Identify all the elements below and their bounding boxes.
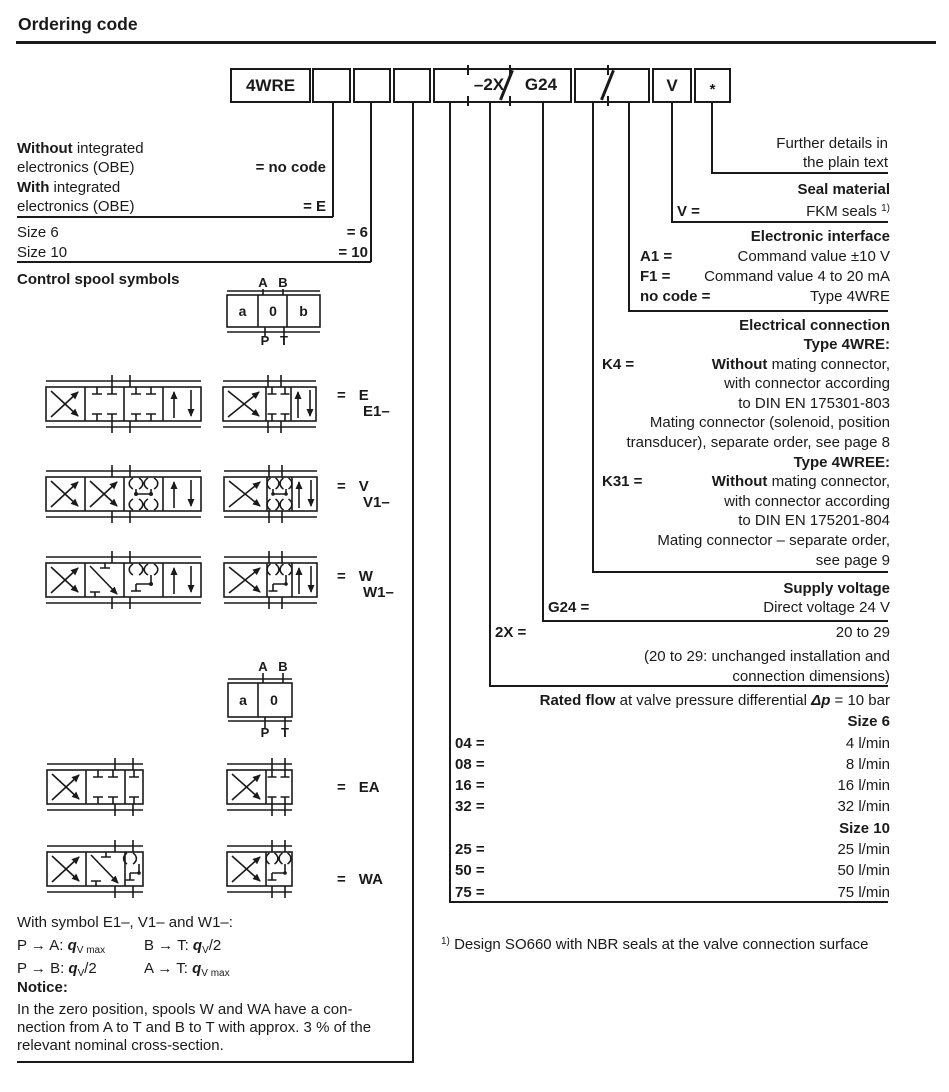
econn-k4-line: Mating connector (solenoid, position [649, 414, 890, 432]
flow-code-08: 08 = [455, 755, 485, 773]
code-box-seal [652, 68, 692, 103]
code-box-size [353, 68, 391, 103]
position-label-a: a [238, 303, 247, 319]
spool-symbol-ea-short [226, 758, 293, 816]
title-rule [16, 41, 936, 44]
flow-size10-heading: Size 10 [839, 819, 890, 837]
symbol-code-w [337, 569, 394, 601]
series-note-line2: connection dimensions) [732, 668, 890, 685]
econn-k31-line: to DIN EN 175201-804 [738, 512, 890, 530]
obe-with-rest: integrated [49, 178, 121, 196]
eiface-heading: Electronic interface [750, 228, 890, 245]
obe-line4: electronics (OBE) [17, 197, 135, 215]
footnote-marker: 1) [441, 936, 450, 947]
econn-k31-line: with connector according [724, 492, 890, 510]
port-label-p: P [260, 725, 270, 740]
econn-type-4wree: Type 4WREE: [793, 453, 890, 471]
eiface-value-a1: Command value ±10 V [737, 248, 890, 265]
notice-heading: Notice: [17, 978, 68, 996]
notice-paragraph [17, 1001, 407, 1056]
bracket-line-supply [542, 103, 544, 621]
equals: = [337, 478, 346, 495]
flow-code-25: 25 = [455, 841, 485, 859]
equals: = [337, 568, 346, 585]
eiface-value-f1: Command value 4 to 20 mA [704, 268, 890, 285]
notice-line: In the zero position, spools W and WA have a con- [17, 1000, 353, 1018]
code-box-spool [393, 68, 431, 103]
spool-symbol-v-long [45, 465, 202, 523]
port-label-t: T [280, 333, 288, 348]
code-box-4wre [230, 68, 311, 103]
code-e: E [358, 387, 369, 404]
flow-code-75: 75 = [455, 883, 485, 901]
qnote-cell: P → B: $q_V/2$ [17, 959, 97, 979]
further-details-block [776, 134, 888, 173]
rule-eiface [628, 310, 888, 312]
eiface-code-a1: A1 = [640, 248, 673, 265]
spool-symbol-w-long [45, 551, 202, 609]
divider-tick [607, 96, 610, 106]
qnote-row2 [17, 960, 317, 979]
flow-code-04: 04 = [455, 734, 485, 752]
bracket-line-econn [592, 103, 594, 572]
econn-k4-line: to DIN EN 175301-803 [738, 394, 890, 412]
qnote-cell: P → A: $q_{V max}$ [17, 937, 106, 956]
spool-position-diagram-a0 [217, 658, 333, 740]
econn-k31-value: Without mating connector, [711, 473, 890, 491]
series-block [490, 623, 890, 687]
econn-code-k31: K31 = [602, 473, 643, 491]
rule-econn [592, 571, 888, 573]
divider-tick [509, 96, 512, 106]
further-line2: the plain text [802, 154, 888, 172]
qnote-intro: With symbol E1–, V1– and W1–: [17, 914, 233, 931]
port-label-a: A [258, 659, 268, 674]
flow-value-16: 16 l/min [837, 777, 890, 795]
symbol-code-e [337, 388, 390, 420]
divider-tick [467, 65, 470, 75]
page-title: Ordering code [18, 14, 138, 34]
symbol-code-ea [337, 780, 380, 796]
code-g24-label: G24 [524, 75, 558, 94]
divider-tick [607, 65, 610, 75]
spool-symbol-e-long [45, 375, 202, 433]
obe-without-bold: Without [17, 140, 73, 157]
spool-position-diagram-abb [217, 274, 333, 348]
spool-heading: Control spool symbols [17, 271, 180, 288]
obe-block [17, 139, 334, 216]
symbol-code-wa [337, 872, 383, 888]
eiface-code-f1: F1 = [640, 268, 671, 285]
code-w: W [358, 568, 373, 585]
size6-code: = 6 [346, 224, 368, 241]
spool-symbol-w-short [223, 551, 318, 609]
position-label-a: a [239, 692, 247, 708]
econn-heading: Electrical connection [739, 316, 890, 334]
bracket-line-size [370, 103, 372, 262]
supply-code-g24: G24 = [548, 599, 590, 617]
eiface-code-nocode: no code = [640, 288, 711, 305]
port-label-b: B [278, 659, 288, 674]
bracket-line-series [489, 103, 491, 686]
footnote-text: Design SO660 with NBR seals at the valve connection surface [449, 936, 869, 953]
position-label-b2: b [299, 303, 308, 319]
econn-k31-line: Mating connector – separate order, [657, 532, 890, 550]
divider-tick [467, 96, 470, 106]
position-label-0: 0 [269, 303, 277, 319]
supply-voltage-block [543, 579, 890, 618]
electrical-connection-block [602, 316, 890, 571]
obe-code-nocode: = no code [255, 159, 326, 177]
econn-type-4wre: Type 4WRE: [803, 336, 890, 354]
supply-value: Direct voltage 24 V [763, 599, 890, 617]
spool-symbol-e-short [222, 375, 317, 433]
flow-value-04: 4 l/min [845, 734, 890, 752]
flow-size6-heading: Size 6 [847, 713, 890, 731]
code-w1: W1– [363, 584, 394, 601]
port-label-p: P [260, 333, 270, 348]
equals: = [337, 779, 346, 796]
seal-value: FKM seals $^{1)}$ [806, 203, 890, 221]
flow-value-08: 8 l/min [845, 755, 890, 773]
series-value: 20 to 29 [835, 624, 890, 641]
series-code-2x: 2X = [495, 624, 527, 641]
code-box-4wre-label: 4WRE [245, 75, 296, 95]
obe-line2: electronics (OBE) [17, 159, 135, 177]
notice-line: relevant nominal cross-section. [17, 1036, 224, 1054]
bracket-line-further [711, 103, 713, 173]
rule-obe [17, 216, 333, 218]
qnote-cell: A → T: $q_{V max}$ [144, 959, 230, 979]
size6-label: Size 6 [17, 224, 59, 241]
code-wa: WA [358, 871, 383, 888]
rule-supply [542, 620, 888, 622]
spool-symbol-v-short [223, 465, 318, 523]
further-line1: Further details in [776, 134, 888, 152]
obe-with-bold: With [17, 178, 50, 196]
flow-value-50: 50 l/min [837, 862, 890, 880]
code-v: V [358, 478, 369, 495]
bracket-line-spool [412, 103, 414, 1062]
econn-k4-line: with connector according [724, 375, 890, 393]
code-box-seal-label: V [666, 75, 678, 95]
size10-label: Size 10 [17, 244, 68, 261]
code-box-star [694, 68, 731, 103]
flow-code-50: 50 = [455, 862, 485, 880]
code-box-obe [312, 68, 351, 103]
spool-symbol-ea-long [46, 758, 144, 816]
eiface-value-nocode: Type 4WRE [809, 288, 890, 305]
series-note-line1: (20 to 29: unchanged installation and [643, 648, 890, 665]
notice-line: nection from A to T and B to T with approx. 3 % of the [17, 1018, 372, 1036]
code-e1: E1– [363, 403, 390, 420]
footnote-ref: 1) [881, 203, 890, 215]
rule-spool [17, 1061, 414, 1063]
econn-code-k4: K4 = [602, 355, 635, 373]
code-v1: V1– [363, 494, 390, 511]
size10-code: = 10 [338, 244, 368, 261]
qnote-row1 [17, 937, 317, 956]
size-block [17, 223, 368, 263]
electronic-interface-block [633, 227, 890, 307]
rated-flow-block [450, 690, 890, 903]
supply-heading: Supply voltage [783, 579, 890, 597]
flow-heading: Rated flow at valve pressure differential Δp = 10 bar [539, 692, 890, 709]
flow-value-32: 32 l/min [837, 798, 890, 816]
bracket-line-eiface [628, 103, 630, 311]
port-label-t: T [281, 725, 289, 740]
econn-k4-value: Without mating connector, [711, 355, 890, 373]
spool-symbol-wa-long [46, 840, 144, 898]
delta-p: Δp [811, 692, 831, 709]
econn-k31-line: see page 9 [815, 551, 890, 569]
econn-k4-line: transducer), separate order, see page 8 [626, 434, 890, 452]
flow-code-32: 32 = [455, 798, 485, 816]
seal-code: V = [677, 203, 700, 221]
equals: = [337, 387, 346, 404]
obe-without-rest: integrated [72, 140, 144, 157]
symbol-code-v [337, 479, 390, 511]
code-ea: EA [358, 779, 380, 796]
seal-heading: Seal material [797, 180, 890, 198]
position-label-0: 0 [270, 692, 278, 708]
footnote [441, 936, 868, 953]
obe-code-e: = E [303, 197, 326, 215]
seal-material-block [672, 180, 890, 222]
port-label-a: A [258, 275, 268, 290]
port-label-b: B [278, 275, 288, 290]
flow-value-25: 25 l/min [837, 841, 890, 859]
code-2x-label: –2X [473, 75, 505, 94]
flow-code-16: 16 = [455, 777, 485, 795]
spool-symbol-wa-short [226, 840, 293, 898]
flow-value-75: 75 l/min [837, 883, 890, 901]
equals: = [337, 871, 346, 888]
code-box-star-label: * [709, 81, 716, 98]
qnote-cell: B → T: $q_V/2$ [144, 937, 222, 956]
